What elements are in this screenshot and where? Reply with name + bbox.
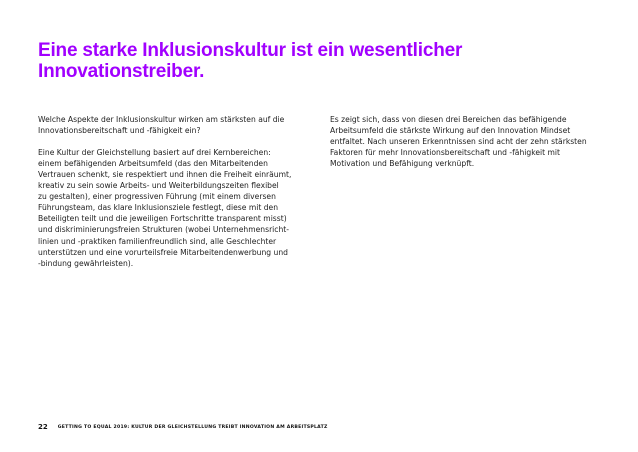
question-line: Welche Aspekte der Inklusionskultur wirken am stärksten auf die <box>38 115 285 124</box>
body-line: einem befähigenden Arbeitsumfeld (das den Mitarbeitenden <box>38 159 268 169</box>
body-line: Es zeigt sich, dass von diesen drei Bereichen das befähigende <box>330 115 567 124</box>
headline-line-1: Eine starke Inklusionskultur ist ein wesentlicher <box>38 40 463 61</box>
body-line: Vertrauen schenkt, sie respektiert und ihnen die Freiheit einräumt, <box>38 170 292 180</box>
page-number: 22 <box>38 423 48 431</box>
right-text-column <box>330 114 605 169</box>
paragraph-gap <box>38 136 313 147</box>
running-title: GETTING TO EQUAL 2019: KULTUR DER GLEICHSTELLUNG TREIBT INNOVATION AM ARBEITSPLATZ <box>57 424 328 430</box>
left-text-column <box>38 114 313 269</box>
headline-line-2: Innovationstreiber. <box>38 61 205 82</box>
body-line: Eine Kultur der Gleichstellung basiert auf drei Kernbereichen: <box>38 148 271 158</box>
body-line: Arbeitsumfeld die stärkste Wirkung auf den Innovation Mindset <box>330 126 571 136</box>
body-line: Beteiligten teilt und die jeweiligen Fortschritte transparent misst) <box>38 214 287 224</box>
body-line: Führungsteam, das klare Inklusionsziele festlegt, diese mit den <box>38 203 279 213</box>
body-line: entfaltet. Nach unseren Erkenntnissen sind acht der zehn stärksten <box>330 137 587 147</box>
page-footer <box>38 423 328 431</box>
question-line: Innovationsbereitschaft und -fähigkeit ein? <box>38 126 201 136</box>
body-line: linien und -praktiken familienfreundlich sind, alle Geschlechter <box>38 236 277 246</box>
body-line: Faktoren für mehr Innovationsbereitschaft und -fähigkeit mit <box>330 148 560 158</box>
body-line: kreativ zu sein sowie Arbeits- und Weiterbildungszeiten flexibel <box>38 181 279 191</box>
body-line: zu gestalten), einer progressiven Führung (mit einem diversen <box>38 192 276 202</box>
body-line: Motivation und Befähigung verknüpft. <box>330 159 475 169</box>
body-line: und diskriminierungsfreien Strukturen (wobei Unternehmensricht- <box>38 225 290 235</box>
body-line: -bindung gewährleisten). <box>38 258 134 268</box>
page-headline <box>38 40 558 82</box>
body-line: unterstützen und eine vorurteilsfreie Mitarbeitendenwerbung und <box>38 247 288 257</box>
